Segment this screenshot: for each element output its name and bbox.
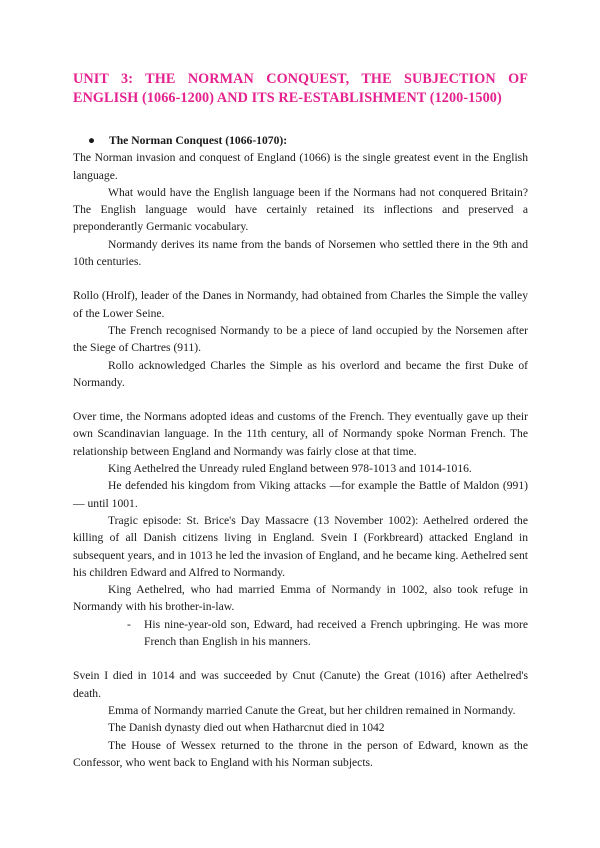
paragraph: Rollo (Hrolf), leader of the Danes in Normandy, had obtained from Charles the Simple the valley of the Lower Seine. <box>73 289 528 320</box>
paragraph: King Aethelred the Unready ruled England between 978-1013 and 1014-1016. <box>108 462 472 476</box>
paragraph: Tragic episode: St. Brice's Day Massacre (13 November 1002): Aethelred ordered the killing of all Danish citizens living in England. Svein I (Forkbreard) attacked England in subsequent years, and in 1013 he led the invasion of England, and he became king. Aethelred sent his children Edward and Alfred to Normandy. <box>73 513 528 579</box>
paragraph: Normandy derives its name from the bands of Norsemen who settled there in the 9th and 10th centuries. <box>73 237 528 269</box>
paragraph: The Norman invasion and conquest of England (1066) is the single greatest event in the English language. <box>73 151 528 182</box>
section-heading-label: The Norman Conquest (1066-1070): <box>109 134 288 147</box>
document-page <box>73 70 528 771</box>
paragraph: Emma of Normandy married Canute the Great, but her children remained in Normandy. <box>108 703 516 717</box>
dash-list-item <box>73 616 528 651</box>
paragraph: The House of Wessex returned to the throne in the person of Edward, known as the Confessor, who went back to England with his Norman subjects. <box>73 738 528 769</box>
bullet-icon: ● <box>88 134 96 147</box>
dash-bullet: - <box>127 617 131 631</box>
paragraph: King Aethelred, who had married Emma of Normandy in 1002, also took refuge in Normandy with his brother-in-law. <box>73 583 528 614</box>
paragraph: Rollo acknowledged Charles the Simple as his overlord and became the first Duke of Normandy. <box>73 358 528 389</box>
paragraph: What would have the English language been if the Normans had not conquered Britain? The English language would have certainly retained its inflections and preserved a preponderantly Germanic vocabulary. <box>73 185 528 234</box>
paragraph: Svein I died in 1014 and was succeeded by Cnut (Canute) the Great (1016) after Aethelred's death. <box>73 669 528 700</box>
paragraph: He defended his kingdom from Viking attacks —for example the Battle of Maldon (991)— until 1001. <box>73 479 528 510</box>
paragraph: The French recognised Normandy to be a piece of land occupied by the Norsemen after the Siege of Chartres (911). <box>73 323 528 355</box>
unit-title: UNIT 3: THE NORMAN CONQUEST, THE SUBJECTION OF ENGLISH (1066-1200) AND ITS RE-ESTABLISHMENT (1200-1500) <box>73 71 528 106</box>
section-heading <box>73 132 528 149</box>
paragraph: The Danish dynasty died out when Hatharcnut died in 1042 <box>108 721 385 735</box>
list-item-text: His nine-year-old son, Edward, had received a French upbringing. He was more French than English in his manners. <box>144 617 528 649</box>
paragraph: Over time, the Normans adopted ideas and customs of the French. They eventually gave up their own Scandinavian language. In the 11th century, all of Normandy spoke Norman French. The relationship between England and Normandy was fairly close at that time. <box>73 410 528 458</box>
